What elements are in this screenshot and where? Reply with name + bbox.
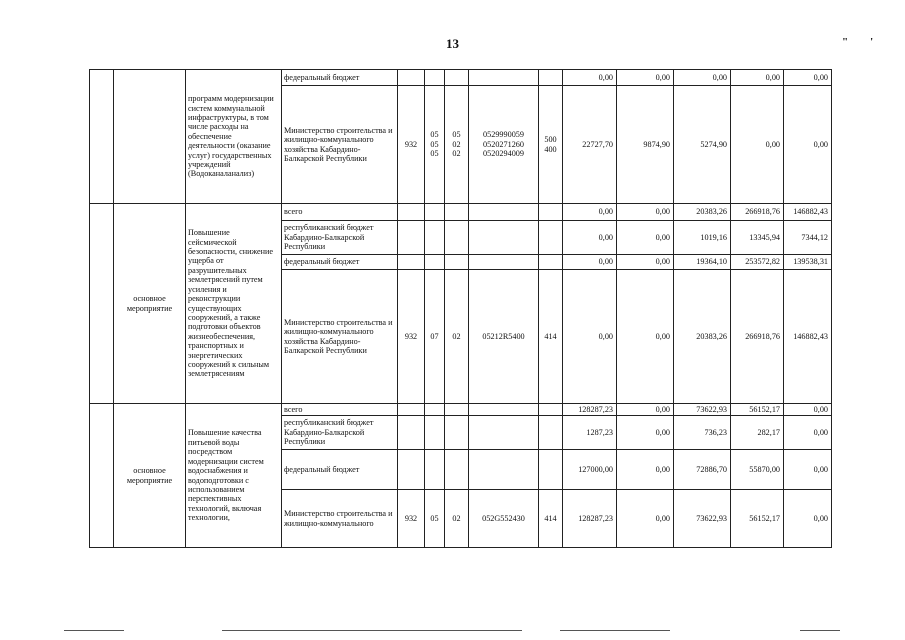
empty-cell: [90, 70, 114, 204]
funding-source: Министерство строительства и жилищно-коммунального хозяйства Кабардино-Балкарской Республики: [282, 270, 398, 404]
value-cell: 0,00: [617, 490, 674, 548]
value-cell: 0,00: [784, 416, 832, 450]
subsection-code: 02: [445, 490, 469, 548]
funding-source: федеральный бюджет: [282, 255, 398, 270]
value-cell: 0,00: [617, 204, 674, 221]
corner-mark: ": [842, 36, 871, 48]
value-cell: 0,00: [563, 221, 617, 255]
value-cell: 282,17: [731, 416, 784, 450]
value-cell: 0,00: [784, 490, 832, 548]
funding-source: всего: [282, 204, 398, 221]
grbs-code: 932: [398, 270, 425, 404]
value-cell: 13345,94: [731, 221, 784, 255]
value-cell: 0,00: [784, 70, 832, 86]
corner-marks: [842, 36, 895, 48]
value-cell: 1019,16: [674, 221, 731, 255]
empty-cell: [90, 204, 114, 404]
value-cell: 20383,26: [674, 270, 731, 404]
table-row: [90, 70, 832, 86]
scan-artifact-line: [800, 630, 840, 631]
expense-type-code: 414: [539, 270, 563, 404]
target-article-code: 05212R5400: [469, 270, 539, 404]
value-cell: 19364,10: [674, 255, 731, 270]
value-cell: 0,00: [674, 70, 731, 86]
value-cell: 139538,31: [784, 255, 832, 270]
value-cell: 1287,23: [563, 416, 617, 450]
value-cell: 0,00: [731, 86, 784, 204]
funding-source: Министерство строительства и жилищно-коммунального: [282, 490, 398, 548]
value-cell: 0,00: [617, 404, 674, 416]
section-code: 05 05 05: [425, 86, 445, 204]
value-cell: 128287,23: [563, 490, 617, 548]
scan-artifact-line: [222, 630, 522, 631]
empty-cell: [114, 70, 186, 204]
funding-source: федеральный бюджет: [282, 70, 398, 86]
value-cell: 253572,82: [731, 255, 784, 270]
value-cell: 0,00: [617, 270, 674, 404]
budget-table: [89, 69, 832, 548]
measure-kind: основное мероприятие: [114, 404, 186, 548]
section-code: 05: [425, 490, 445, 548]
scan-artifact-line: [560, 630, 670, 631]
table-row: [90, 204, 832, 221]
expense-type-code: 414: [539, 490, 563, 548]
corner-mark: ': [870, 36, 896, 48]
value-cell: 0,00: [617, 450, 674, 490]
value-cell: 20383,26: [674, 204, 731, 221]
scan-artifact-line: [64, 630, 124, 631]
target-article-code: 052G552430: [469, 490, 539, 548]
measure-kind: основное мероприятие: [114, 204, 186, 404]
value-cell: 73622,93: [674, 404, 731, 416]
value-cell: 72886,70: [674, 450, 731, 490]
funding-source: всего: [282, 404, 398, 416]
measure-description: Повышение качества питьевой воды посредством модернизации систем водоснабжения и водоподготовки с использованием перспективных технологий, включая технологии,: [186, 404, 282, 548]
value-cell: 0,00: [784, 450, 832, 490]
empty-cell: [90, 404, 114, 548]
value-cell: 0,00: [617, 255, 674, 270]
value-cell: 56152,17: [731, 490, 784, 548]
page-number: 13: [446, 36, 459, 51]
value-cell: 0,00: [563, 270, 617, 404]
funding-source: Министерство строительства и жилищно-коммунального хозяйства Кабардино-Балкарской Республики: [282, 86, 398, 204]
subsection-code: 05 02 02: [445, 86, 469, 204]
value-cell: 0,00: [563, 255, 617, 270]
value-cell: 736,23: [674, 416, 731, 450]
expense-type-code: 500 400: [539, 86, 563, 204]
value-cell: 0,00: [617, 416, 674, 450]
value-cell: 0,00: [563, 70, 617, 86]
value-cell: 0,00: [784, 86, 832, 204]
value-cell: 0,00: [731, 70, 784, 86]
subsection-code: 02: [445, 270, 469, 404]
value-cell: 7344,12: [784, 221, 832, 255]
value-cell: 266918,76: [731, 270, 784, 404]
value-cell: 266918,76: [731, 204, 784, 221]
value-cell: 146882,43: [784, 270, 832, 404]
value-cell: 0,00: [563, 204, 617, 221]
value-cell: 73622,93: [674, 490, 731, 548]
funding-source: республиканский бюджет Кабардино-Балкарской Республики: [282, 416, 398, 450]
value-cell: 128287,23: [563, 404, 617, 416]
section-code: 07: [425, 270, 445, 404]
grbs-code: 932: [398, 490, 425, 548]
value-cell: 5274,90: [674, 86, 731, 204]
funding-source: республиканский бюджет Кабардино-Балкарской Республики: [282, 221, 398, 255]
value-cell: 0,00: [617, 221, 674, 255]
measure-description: Повышение сейсмической безопасности, снижение ущерба от разрушительных землетрясений путем усиления и реконструкции существующих сооружений, а также подготовки объектов жизнеобеспечения, транспортных и энергетических сооружений к сильным землетрясениям: [186, 204, 282, 404]
measure-description: программ модернизации систем коммунальной инфраструктуры, в том числе расходы на обеспечение деятельности (оказание услуг) государственных учреждений (Водоканаланализ): [186, 70, 282, 204]
value-cell: 56152,17: [731, 404, 784, 416]
value-cell: 0,00: [617, 70, 674, 86]
target-article-code: 0529990059 0520271260 0520294009: [469, 86, 539, 204]
value-cell: 9874,90: [617, 86, 674, 204]
funding-source: федеральный бюджет: [282, 450, 398, 490]
value-cell: 0,00: [784, 404, 832, 416]
table-row: [90, 404, 832, 416]
grbs-code: 932: [398, 86, 425, 204]
value-cell: 127000,00: [563, 450, 617, 490]
value-cell: 146882,43: [784, 204, 832, 221]
value-cell: 22727,70: [563, 86, 617, 204]
value-cell: 55870,00: [731, 450, 784, 490]
